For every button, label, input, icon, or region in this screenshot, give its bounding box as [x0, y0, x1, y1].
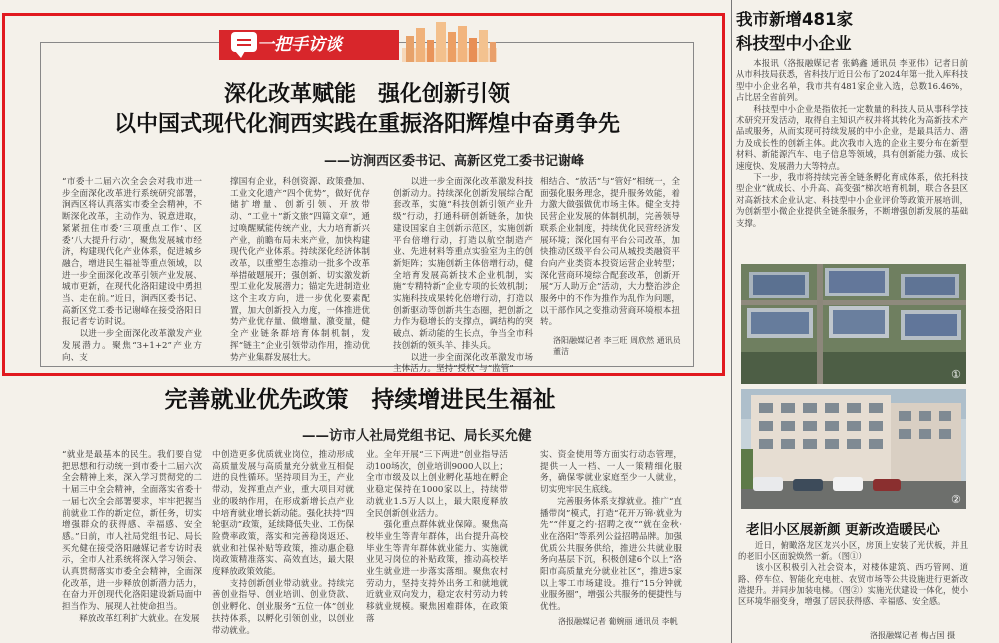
feature-column-4: 相结合、“放活”与“管好”相统一，全面强化服务理念，提升服务效能，着力激大做强做优市场主体。健全支持民营企业发展的体制机制，完善领导联系企业制度，持续优化民营经济发展环境；深化国有平台公司改革，加快推动区级平台公司从城投类融资平台向产业类资本投资运营企业转型；深化营商环境综合配套改革，创新开展“万人助万企”活动，大力整治涉企服务中的不作为推作为乱作为问题，以干部作风之变推动营商环境根本扭转。 [540, 177, 680, 328]
sidebar-body: 本报讯（洛报融媒记者 张鹤鑫 通讯员 李亚伟）记者日前从市科技局获悉，省科技厅近日公布了2024年第一批入库科技型中小企业名单，我市共有481家企业入选，总数16.46%，占比居全省前列。 科技型中小企业是指依托一定数量的科技人员从事科学技术研究开发活动，取得自主知识产权并将其转化为高新技术产品或服务，从而实现可持续发展的中小企业，是最具活力、潜力及成长性的创新主体。此次我市入选的企业主要分布在新型材料、新能源汽车、电子信息等领域，具有创新能力强、成长速度快、发展潜力大等特点。 下一步，我市将持续完善全链条孵化育成体系，依托科技型企业“就成长、小升高、高变强”梯次培育机制，联合各县区对高新技术企业认定、科技型中小企业评价等政策开展培训，为创新型小微企业提供全链条服务，不断增强创新发展的基础支撑。 [736, 58, 968, 228]
photo-story-body: 近日，俯瞰洛龙区龙兴小区，房顶上安装了光伏板，并且的老旧小区面貌焕然一新。（图①） 该小区积极引入社会资本，对楼体建筑、西巧管网、道路、停车位、智能化充电桩、农贸市场等公共设施进行更新改造提升。并同步加装电梯。（图②）实施光伏建设一体化，使小区环境华丽变身，增强了居民获得感、幸福感、安全感。 [738, 540, 968, 607]
speech-bubble-icon [231, 32, 257, 52]
feature-headline-2: 以中国式现代化涧西实践在重振洛阳辉煌中奋勇争先 [113, 112, 620, 137]
sidebar-headline-2: 科技型中小企业 [736, 34, 852, 53]
feature-byline: 洛阳融媒记者 李三旺 周欣然 通讯员 董洁 [553, 336, 681, 356]
photo-badge-2: ② [951, 493, 961, 506]
feature-column-3: 以进一步全面深化改革激发科技创新动力。持续深化创新发展综合配套改革，实施“科技创新引领产业升级”行动，打通科研创新链条，加快建设国家自主创新示范区，实施创新平台倍增行动，打造以航空制造产业、先进材料等重点实验室为主的创新矩阵；实施创新主体倍增行动，健全培育发展高新技术企业机制，实施“专精特新”企业专项的长效机制；实施科技成果转化倍增行动，打造以创新驱动等创新共生态圈，把创新之力作为稳增长的支撑点，调结构的突破点、新动能的生长点，争当全市科技创新的领头羊、排头兵。 以进一步全面深化改革激发市场主体活力。坚持“授权”与“监管” [393, 177, 533, 375]
column-divider [731, 0, 732, 643]
employment-column-4: 实、资金使用等方面实行动态管理，提供一人一档、一人一策精细化服务，确保零就业家庭至少一人就业，切实兜牢民生底线。 完善服务体系支撑就业。推广“直播带岗”模式，打造“花开万锦·就业为先”“伴夏之约·招聘之夜”“就在金秋·业在洛阳”等系列公益招聘品牌。加强优质公共服务供给，推进公共就业服务向基层下沉，积极创建6个以上“洛阳市高质量充分就业社区”，推进5家以上零工市场建设。推行“15分钟就业服务圈”，增强公共服务的便捷性与优性。 [540, 450, 682, 613]
sidebar-headline-1: 我市新增481家 [736, 10, 853, 29]
feature-column-2: 撑国有企业，科创资源、政策叠加、工业文化遗产“四个优势”，做好优存储扩增量、创新引领、开放带动、“工业＋”新文旅“四篇文章”，通过唤醒赋能传统产业，大力培育新兴产业，前瞻布局未来产业，加快构建现代化产业体系。持续深化经济体制改革，以重塑生态推动一批多个改革举措破题展开；强创新、切实激发新型工业化发展潜力；锚定先进制造业这个主攻方向，进一步优化要素配置，加大创新投入力度，一体推进优势产业优存量、做增量、激变量，健全产业链条群培育体制机制，发挥“链主”企业引领带动作用，推动优势产业集群发展壮大。 [230, 177, 370, 363]
employment-headline: 完善就业优先政策 持续增进民生福祉 [164, 387, 556, 413]
photo-caption: 老旧小区展新颜 更新改造暖民心 [746, 522, 940, 538]
renovated-building-photo [741, 389, 966, 509]
feature-subtitle: ——访涧西区委书记、高新区党工委书记谢峰 [324, 154, 585, 169]
employment-column-1: “就业是最基本的民生。我们要自觉把思想和行动统一到市委十二届六次全会精神上来，深入学习贯彻党的二十届三中全会精神，全面落实省委十一届七次全会部署要求，牢牢把握当前就业工作的新定位，新任务，切实增强群众的获得感、幸福感、安全感。”日前，市人社局党组书记、局长买允健在接受洛阳融媒记者专访时表示，全市人社系统将深入学习领会、认真贯彻落实市委全会精神，全面深化改革，进一步释放创新潜力活力，在奋力开创现代化洛阳建设新局面中担当作为、展现人社使命担当。 释放改革红利扩大就业。在发展 [62, 450, 202, 624]
feature-headline-1: 深化改革赋能 强化创新引领 [223, 82, 510, 107]
feature-column-1: “市委十二届六次全会会对我市进一步全面深化改革进行系统研究部署，涧西区将认真落实市委全会精神，不断深化改革，主动作为、锐意进取，紧紧扭住市委‘三项重点工作’、区委‘八大提升行动’，聚焦发展城市经济，构建现代化产业体系，促进城乡融合，增进民生福祉等重点领域，以进一步全面深化改革引领产业发展、城市更新，在现代化洛阳建设中勇担当、走在前。”近日，涧西区委书记、高新区党工委书记谢峰在接受洛阳日报记者专访时说。 以进一步全面深化改革激发产业发展潜力。聚焦“3+1+2”产业方向、支 [62, 177, 202, 363]
interview-banner: 一把手访谈 [219, 30, 399, 60]
photo-byline: 洛报融媒记者 梅占国 摄 [870, 631, 956, 640]
photo-badge-1: ① [951, 368, 961, 381]
employment-column-2: 中创造更多优质就业岗位，推动形成高质量发展与高质量充分就业互相促进的良性循环。坚持项目为王，产业带动，发挥重点产业，重大项目对就业的吸纳作用，在形成新增长点产业中培育就业增长新动能。强化扶持“四轮驱动”政策，延续降低失业、工伤保险费率政策，落实和完善稳岗返还、就业和社保补贴等政策，推动惠企稳岗政策精准落实、高效直达，最大限度释放政策效能。 支持创新创业带动就业。持续完善创业指导、创业培训、创业贷款、创业孵化、创业服务“五位一体”创业扶持体系，以孵化引领创业，以创业带动就业。 [212, 450, 354, 636]
employment-byline: 洛报融媒记者 葡婉丽 通讯员 李帆 [558, 617, 678, 626]
employment-subtitle: ——访市人社局党组书记、局长买允健 [302, 428, 532, 444]
city-skyline-icon [402, 18, 497, 62]
employment-column-3: 业。全年开展“三下两进”创业指导活动100场次，创业培训9000人以上；全市市级及以上创业孵化基地在孵企业稳定保持在1000家以上，持续带动就业1.5万人以上，最大限度释放全民创新创业活力。 强化重点群体就业保障。聚焦高校毕业生等青年群体，出台提升高校毕业生等青年群体就业能力、实施就业见习岗位的补贴政策，推动高校毕业生就业进一步落实落细。聚焦农村劳动力，坚持支持外出务工和就地就近就业双向发力，稳定农村劳动力转移就业规模。聚焦困难群体，在政策落 [366, 450, 508, 624]
aerial-rooftop-photo [741, 264, 966, 384]
